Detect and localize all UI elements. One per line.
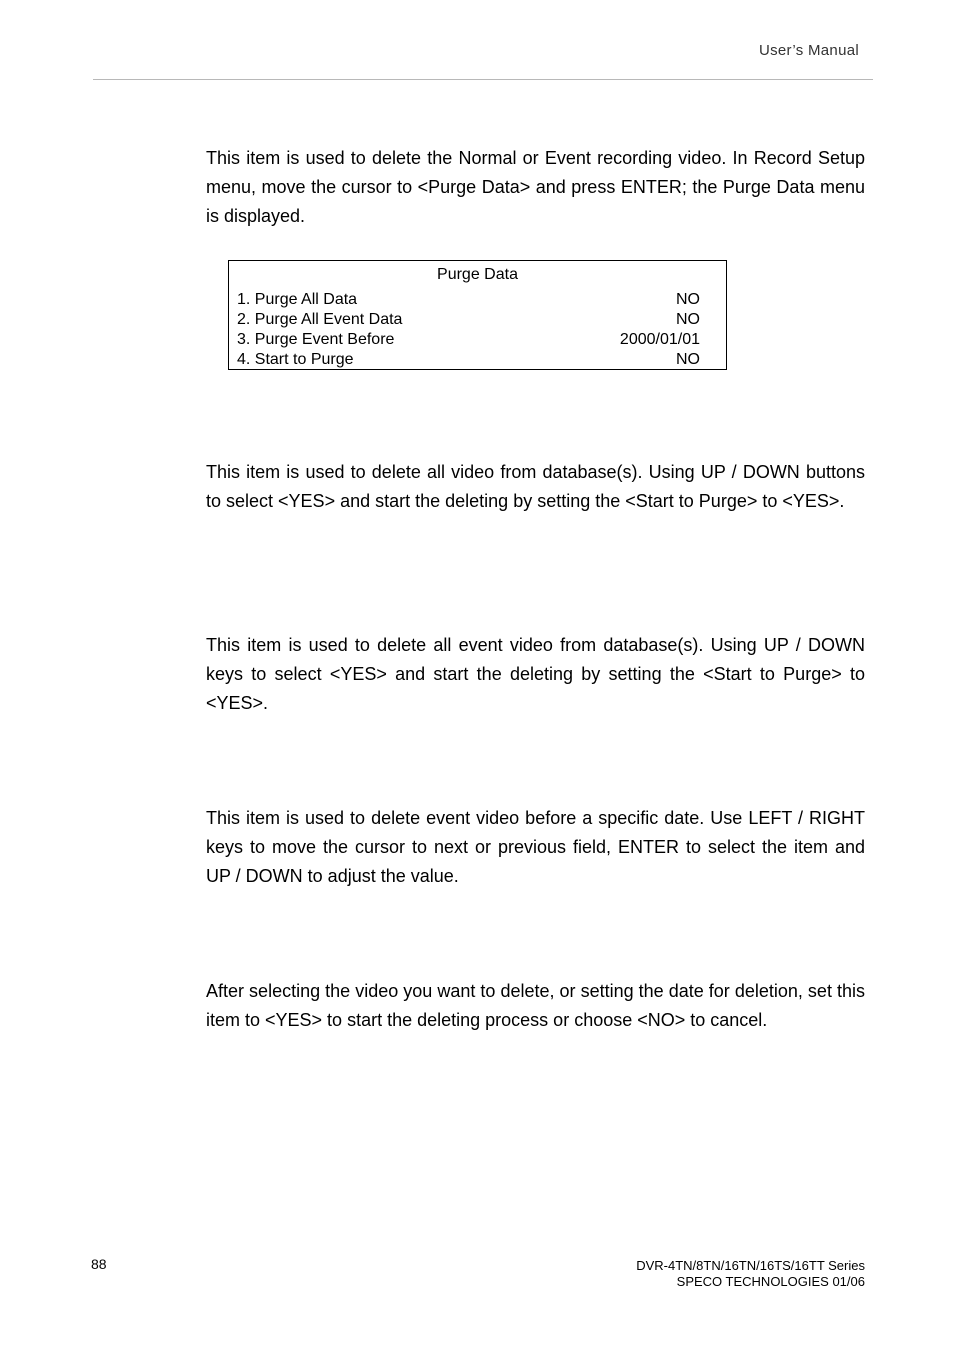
header-title: User’s Manual (758, 42, 859, 59)
menu-title: Purge Data (437, 266, 518, 283)
footer-series: DVR-4TN/8TN/16TN/16TS/16TT Series (636, 1258, 865, 1273)
menu-item-purge-all-event-data (237, 310, 700, 330)
menu-item-value: NO (676, 311, 700, 328)
footer-info (636, 1258, 865, 1290)
purge-all-event-data-paragraph: This item is used to delete all event video from database(s). Using UP / DOWN keys to select <YES> and start the deleting by setting the <Start to Purge> to <YES>. (206, 635, 865, 713)
menu-item-label: 4. Start to Purge (237, 351, 354, 368)
menu-item-value: NO (676, 291, 700, 308)
purge-data-menu (228, 260, 727, 370)
menu-item-value: 2000/01/01 (619, 331, 700, 348)
purge-all-data-paragraph: This item is used to delete all video from database(s). Using UP / DOWN buttons to select <YES> and start the deleting by setting the <Start to Purge> to <YES>. (206, 462, 865, 511)
footer-company: SPECO TECHNOLOGIES 01/06 (676, 1274, 865, 1289)
intro-paragraph: This item is used to delete the Normal or Event recording video. In Record Setup menu, move the cursor to <Purge Data> and press ENTER; the Purge Data menu is displayed. (206, 148, 865, 226)
page-number: 88 (91, 1256, 107, 1272)
header-divider (93, 79, 873, 80)
purge-event-before-paragraph: This item is used to delete event video before a specific date. Use LEFT / RIGHT keys to move the cursor to next or previous field, ENTER to select the item and UP / DOWN to adjust the value. (206, 808, 865, 886)
menu-item-purge-all-data (237, 290, 700, 310)
menu-item-label: 2. Purge All Event Data (237, 311, 403, 328)
menu-item-purge-event-before (237, 330, 700, 350)
menu-item-label: 1. Purge All Data (237, 291, 358, 308)
menu-item-value: NO (676, 351, 700, 368)
menu-item-start-to-purge (237, 350, 700, 370)
start-to-purge-paragraph: After selecting the video you want to delete, or setting the date for deletion, set this item to <YES> to start the deleting process or choose <NO> to cancel. (206, 981, 865, 1030)
menu-item-label: 3. Purge Event Before (237, 331, 395, 348)
